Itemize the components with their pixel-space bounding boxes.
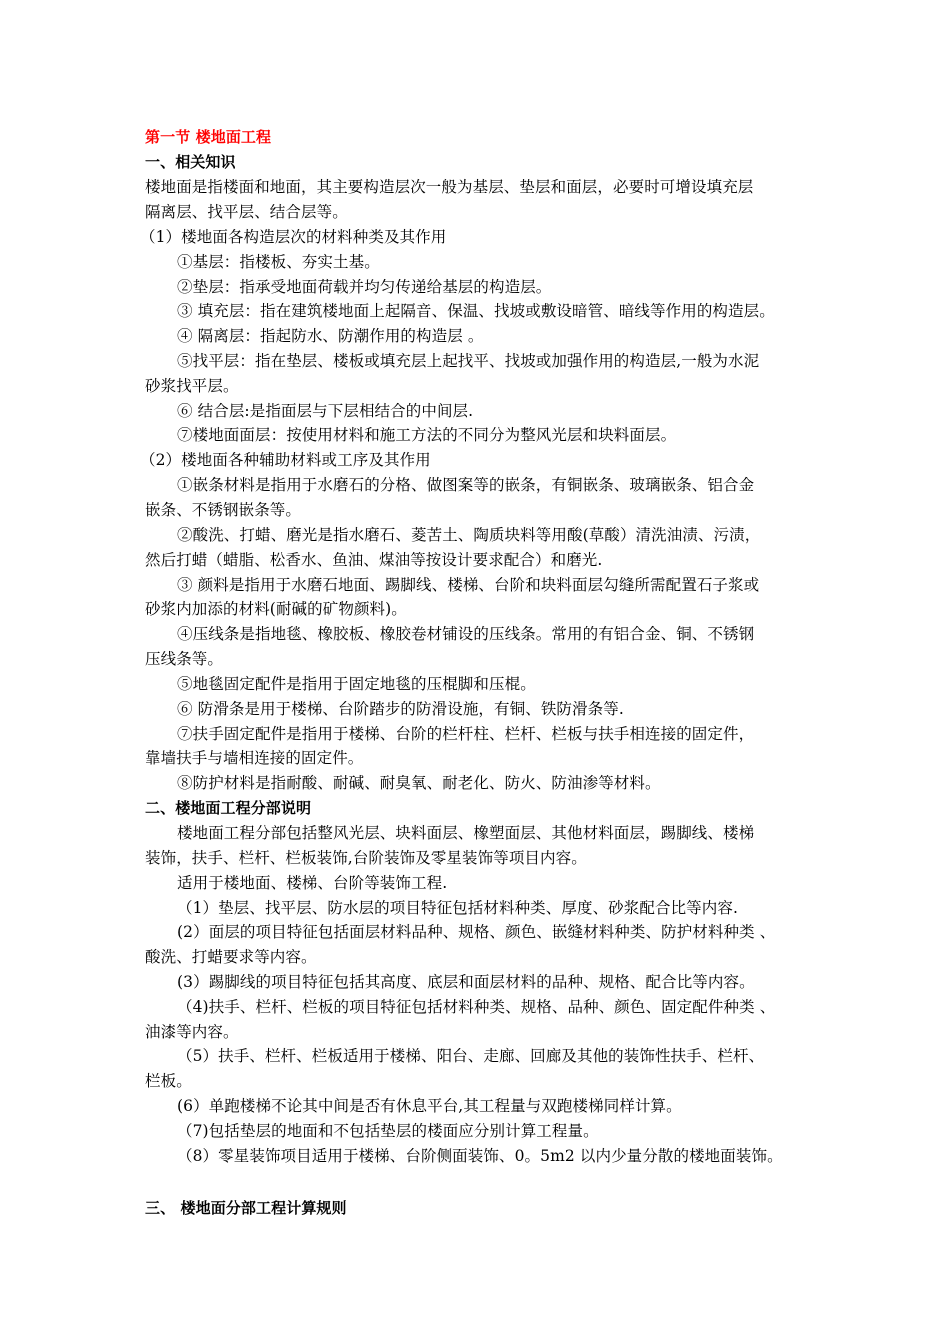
- paragraph-line: （1）垫层、找平层、防水层的项目特征包括材料种类、厚度、砂浆配合比等内容.: [177, 899, 738, 917]
- heading-calculation-rules: 三、 楼地面分部工程计算规则: [145, 1199, 347, 1217]
- paragraph-line: (3）踢脚线的项目特征包括其高度、底层和面层材料的品种、规格、配合比等内容。: [177, 973, 755, 991]
- subheading-auxiliary-materials: （2）楼地面各种辅助材料或工序及其作用: [140, 451, 431, 469]
- list-item: ③ 填充层：指在建筑楼地面上起隔音、保温、找坡或敷设暗管、暗线等作用的构造层。: [177, 302, 775, 320]
- heading-part-description: 二、楼地面工程分部说明: [145, 799, 312, 817]
- list-item: ⑦扶手固定配件是指用于楼梯、台阶的栏杆柱、栏杆、栏板与扶手相连接的固定件，: [177, 725, 755, 743]
- list-item-continuation: 然后打蜡（蜡脂、松香水、鱼油、煤油等按设计要求配合）和磨光.: [145, 551, 603, 569]
- list-item: ①基层：指楼板、夯实土基。: [177, 253, 380, 271]
- paragraph-line: （4)扶手、栏杆、栏板的项目特征包括材料种类、规格、品种、颜色、固定配件种类 、: [177, 998, 776, 1016]
- list-item-continuation: 砂浆内加添的材料(耐碱的矿物颜料)。: [145, 600, 407, 618]
- paragraph-line: 适用于楼地面、楼梯、台阶等装饰工程.: [177, 874, 448, 892]
- list-item-continuation: 嵌条、不锈钢嵌条等。: [145, 501, 302, 519]
- list-item: ⑦楼地面面层：按使用材料和施工方法的不同分为整风光层和块料面层。: [177, 426, 677, 444]
- list-item: ①嵌条材料是指用于水磨石的分格、做图案等的嵌条，有铜嵌条、玻璃嵌条、铝合金: [177, 476, 755, 494]
- paragraph-line: 栏板。: [145, 1072, 192, 1090]
- list-item: ⑤地毯固定配件是指用于固定地毯的压棍脚和压棍。: [177, 675, 536, 693]
- list-item: ②垫层：指承受地面荷载并均匀传递给基层的构造层。: [177, 278, 552, 296]
- paragraph-line: (6）单跑楼梯不论其中间是否有休息平台,其工程量与双跑楼梯同样计算。: [177, 1097, 682, 1115]
- paragraph-line: 楼地面工程分部包括整风光层、块料面层、橡塑面层、其他材料面层，踢脚线、楼梯: [177, 824, 755, 842]
- subheading-layer-materials: （1）楼地面各构造层次的材料种类及其作用: [140, 228, 447, 246]
- paragraph-line: （7)包括垫层的地面和不包括垫层的楼面应分别计算工程量。: [177, 1122, 599, 1140]
- section-title: 第一节 楼地面工程: [145, 128, 272, 146]
- paragraph-line: 酸洗、打蜡要求等内容。: [145, 948, 317, 966]
- list-item: ⑥ 结合层:是指面层与下层相结合的中间层.: [177, 402, 474, 420]
- list-item: ②酸洗、打蜡、磨光是指水磨石、菱苦土、陶质块料等用酸(草酸）清洗油渍、污渍，: [177, 526, 761, 544]
- list-item-continuation: 靠墙扶手与墙相连接的固定件。: [145, 749, 364, 767]
- paragraph-line: 油漆等内容。: [145, 1023, 239, 1041]
- intro-paragraph-line: 隔离层、找平层、结合层等。: [145, 203, 348, 221]
- list-item: ④ 隔离层：指起防水、防潮作用的构造层 。: [177, 327, 484, 345]
- list-item-continuation: 压线条等。: [145, 650, 224, 668]
- paragraph-line: 装饰，扶手、栏杆、栏板装饰,台阶装饰及零星装饰等项目内容。: [145, 849, 587, 867]
- paragraph-line: （8）零星装饰项目适用于楼梯、台阶侧面装饰、0。5m2 以内少量分散的楼地面装饰。: [177, 1147, 783, 1165]
- list-item: ⑥ 防滑条是用于楼梯、台阶踏步的防滑设施，有铜、铁防滑条等.: [177, 700, 624, 718]
- list-item: ⑧防护材料是指耐酸、耐碱、耐臭氧、耐老化、防火、防油渗等材料。: [177, 774, 661, 792]
- paragraph-line: (2）面层的项目特征包括面层材料品种、规格、颜色、嵌缝材料种类、防护材料种类 、: [177, 923, 776, 941]
- list-item-continuation: 砂浆找平层。: [145, 377, 239, 395]
- list-item: ④压线条是指地毯、橡胶板、橡胶卷材铺设的压线条。常用的有铝合金、铜、不锈钢: [177, 625, 755, 643]
- list-item: ③ 颜料是指用于水磨石地面、踢脚线、楼梯、台阶和块料面层勾缝所需配置石子浆或: [177, 576, 760, 594]
- intro-paragraph-line: 楼地面是指楼面和地面，其主要构造层次一般为基层、垫层和面层，必要时可增设填充层: [145, 178, 754, 196]
- paragraph-line: （5）扶手、栏杆、栏板适用于楼梯、阳台、走廊、回廊及其他的装饰性扶手、栏杆、: [177, 1047, 765, 1065]
- list-item: ⑤找平层：指在垫层、楼板或填充层上起找平、找坡或加强作用的构造层,一般为水泥: [177, 352, 760, 370]
- heading-related-knowledge: 一、相关知识: [145, 153, 236, 171]
